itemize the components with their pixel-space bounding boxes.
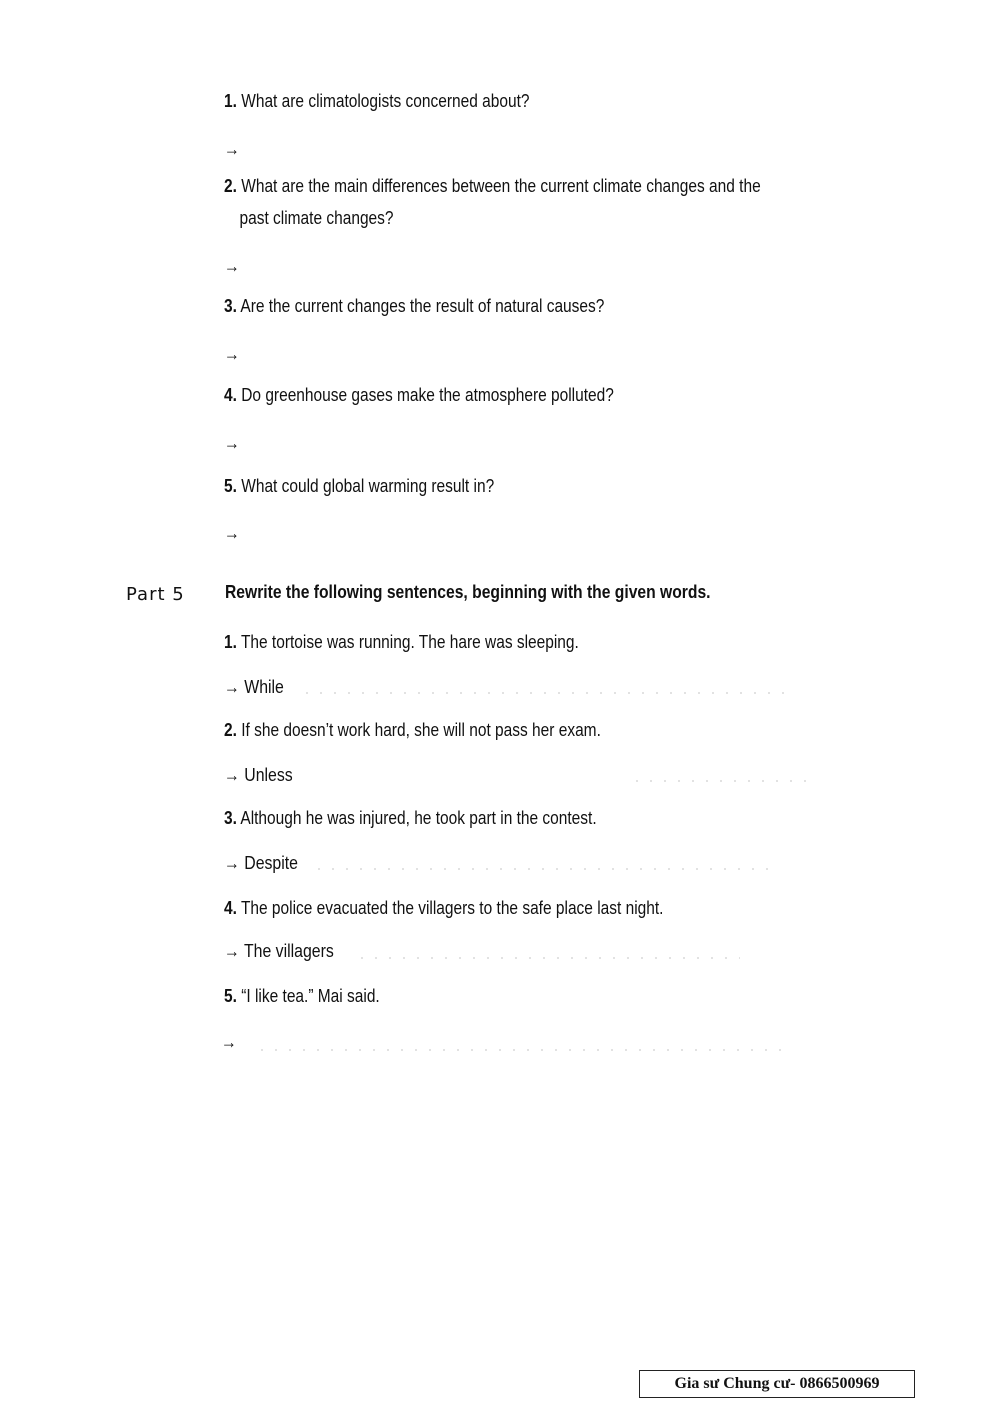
answer-line-1[interactable]: [224, 137, 240, 161]
given-words: The villagers: [243, 941, 334, 961]
question-text: What are the main differences between the current climate changes and the: [241, 176, 761, 196]
item-number: 1.: [224, 632, 237, 652]
arrow-icon: →: [224, 853, 240, 873]
arrow-icon: →: [224, 256, 240, 276]
part-instruction: Rewrite the following sentences, beginning with the given words.: [225, 582, 711, 602]
question-text: Are the current changes the result of natural causes?: [240, 296, 605, 316]
question-2: [224, 170, 783, 234]
item-sentence: The police evacuated the villagers to the safe place last night.: [240, 898, 664, 918]
item-number: 3.: [224, 808, 237, 828]
item-sentence: The tortoise was running. The hare was sleeping.: [240, 632, 579, 652]
question-4: [224, 379, 783, 411]
rewrite-item-1: [224, 626, 783, 658]
item-number: 4.: [224, 898, 237, 918]
question-1: [224, 85, 783, 117]
item-number: 5.: [224, 986, 237, 1006]
arrow-icon: →: [224, 523, 240, 543]
answer-dotted-line: [355, 957, 740, 959]
given-words: Despite: [244, 853, 298, 873]
arrow-icon: →: [224, 677, 240, 697]
item-sentence: If she doesn’t work hard, she will not pass her exam.: [241, 720, 601, 740]
question-text-continued: past climate changes?: [239, 208, 394, 228]
item-sentence: “I like tea.” Mai said.: [241, 986, 380, 1006]
question-number: 4.: [224, 385, 237, 405]
answer-dotted-line: [300, 692, 790, 694]
rewrite-item-4: [224, 892, 783, 924]
rewrite-item-3: [224, 802, 783, 834]
answer-dotted-line: [255, 1049, 790, 1051]
question-3: [224, 290, 783, 322]
rewrite-item-2: [224, 714, 783, 746]
item-sentence: Although he was injured, he took part in the contest.: [240, 808, 597, 828]
arrow-icon: →: [224, 433, 240, 453]
answer-line-4[interactable]: [224, 431, 240, 455]
question-number: 5.: [224, 476, 237, 496]
footer-contact-box: [639, 1370, 915, 1398]
rewrite-item-5: [224, 980, 783, 1012]
question-5: [224, 470, 783, 502]
rewrite-answer-4[interactable]: [224, 939, 334, 963]
arrow-icon: →: [224, 344, 240, 364]
arrow-icon: →: [221, 1032, 237, 1052]
answer-dotted-line: [312, 868, 772, 870]
question-number: 2.: [224, 176, 237, 196]
rewrite-answer-3[interactable]: [224, 851, 298, 875]
rewrite-answer-5[interactable]: [221, 1030, 237, 1054]
rewrite-answer-1[interactable]: [224, 675, 284, 699]
part-label: Part 5: [126, 584, 185, 605]
arrow-icon: →: [224, 139, 240, 159]
rewrite-answer-2[interactable]: [224, 763, 293, 787]
answer-line-2[interactable]: [224, 254, 240, 278]
given-words: Unless: [244, 765, 293, 785]
item-number: 2.: [224, 720, 237, 740]
question-number: 3.: [224, 296, 237, 316]
arrow-icon: →: [224, 765, 240, 785]
question-text: What could global warming result in?: [241, 476, 495, 496]
question-text: Do greenhouse gases make the atmosphere polluted?: [241, 385, 614, 405]
question-number: 1.: [224, 91, 237, 111]
answer-line-5[interactable]: [224, 521, 240, 545]
answer-line-3[interactable]: [224, 342, 240, 366]
arrow-icon: →: [224, 941, 240, 961]
question-text: What are climatologists concerned about?: [241, 91, 530, 111]
footer-text: Gia sư Chung cư- 0866500969: [674, 1375, 880, 1392]
answer-dotted-line: [630, 780, 815, 782]
given-words: While: [244, 677, 284, 697]
